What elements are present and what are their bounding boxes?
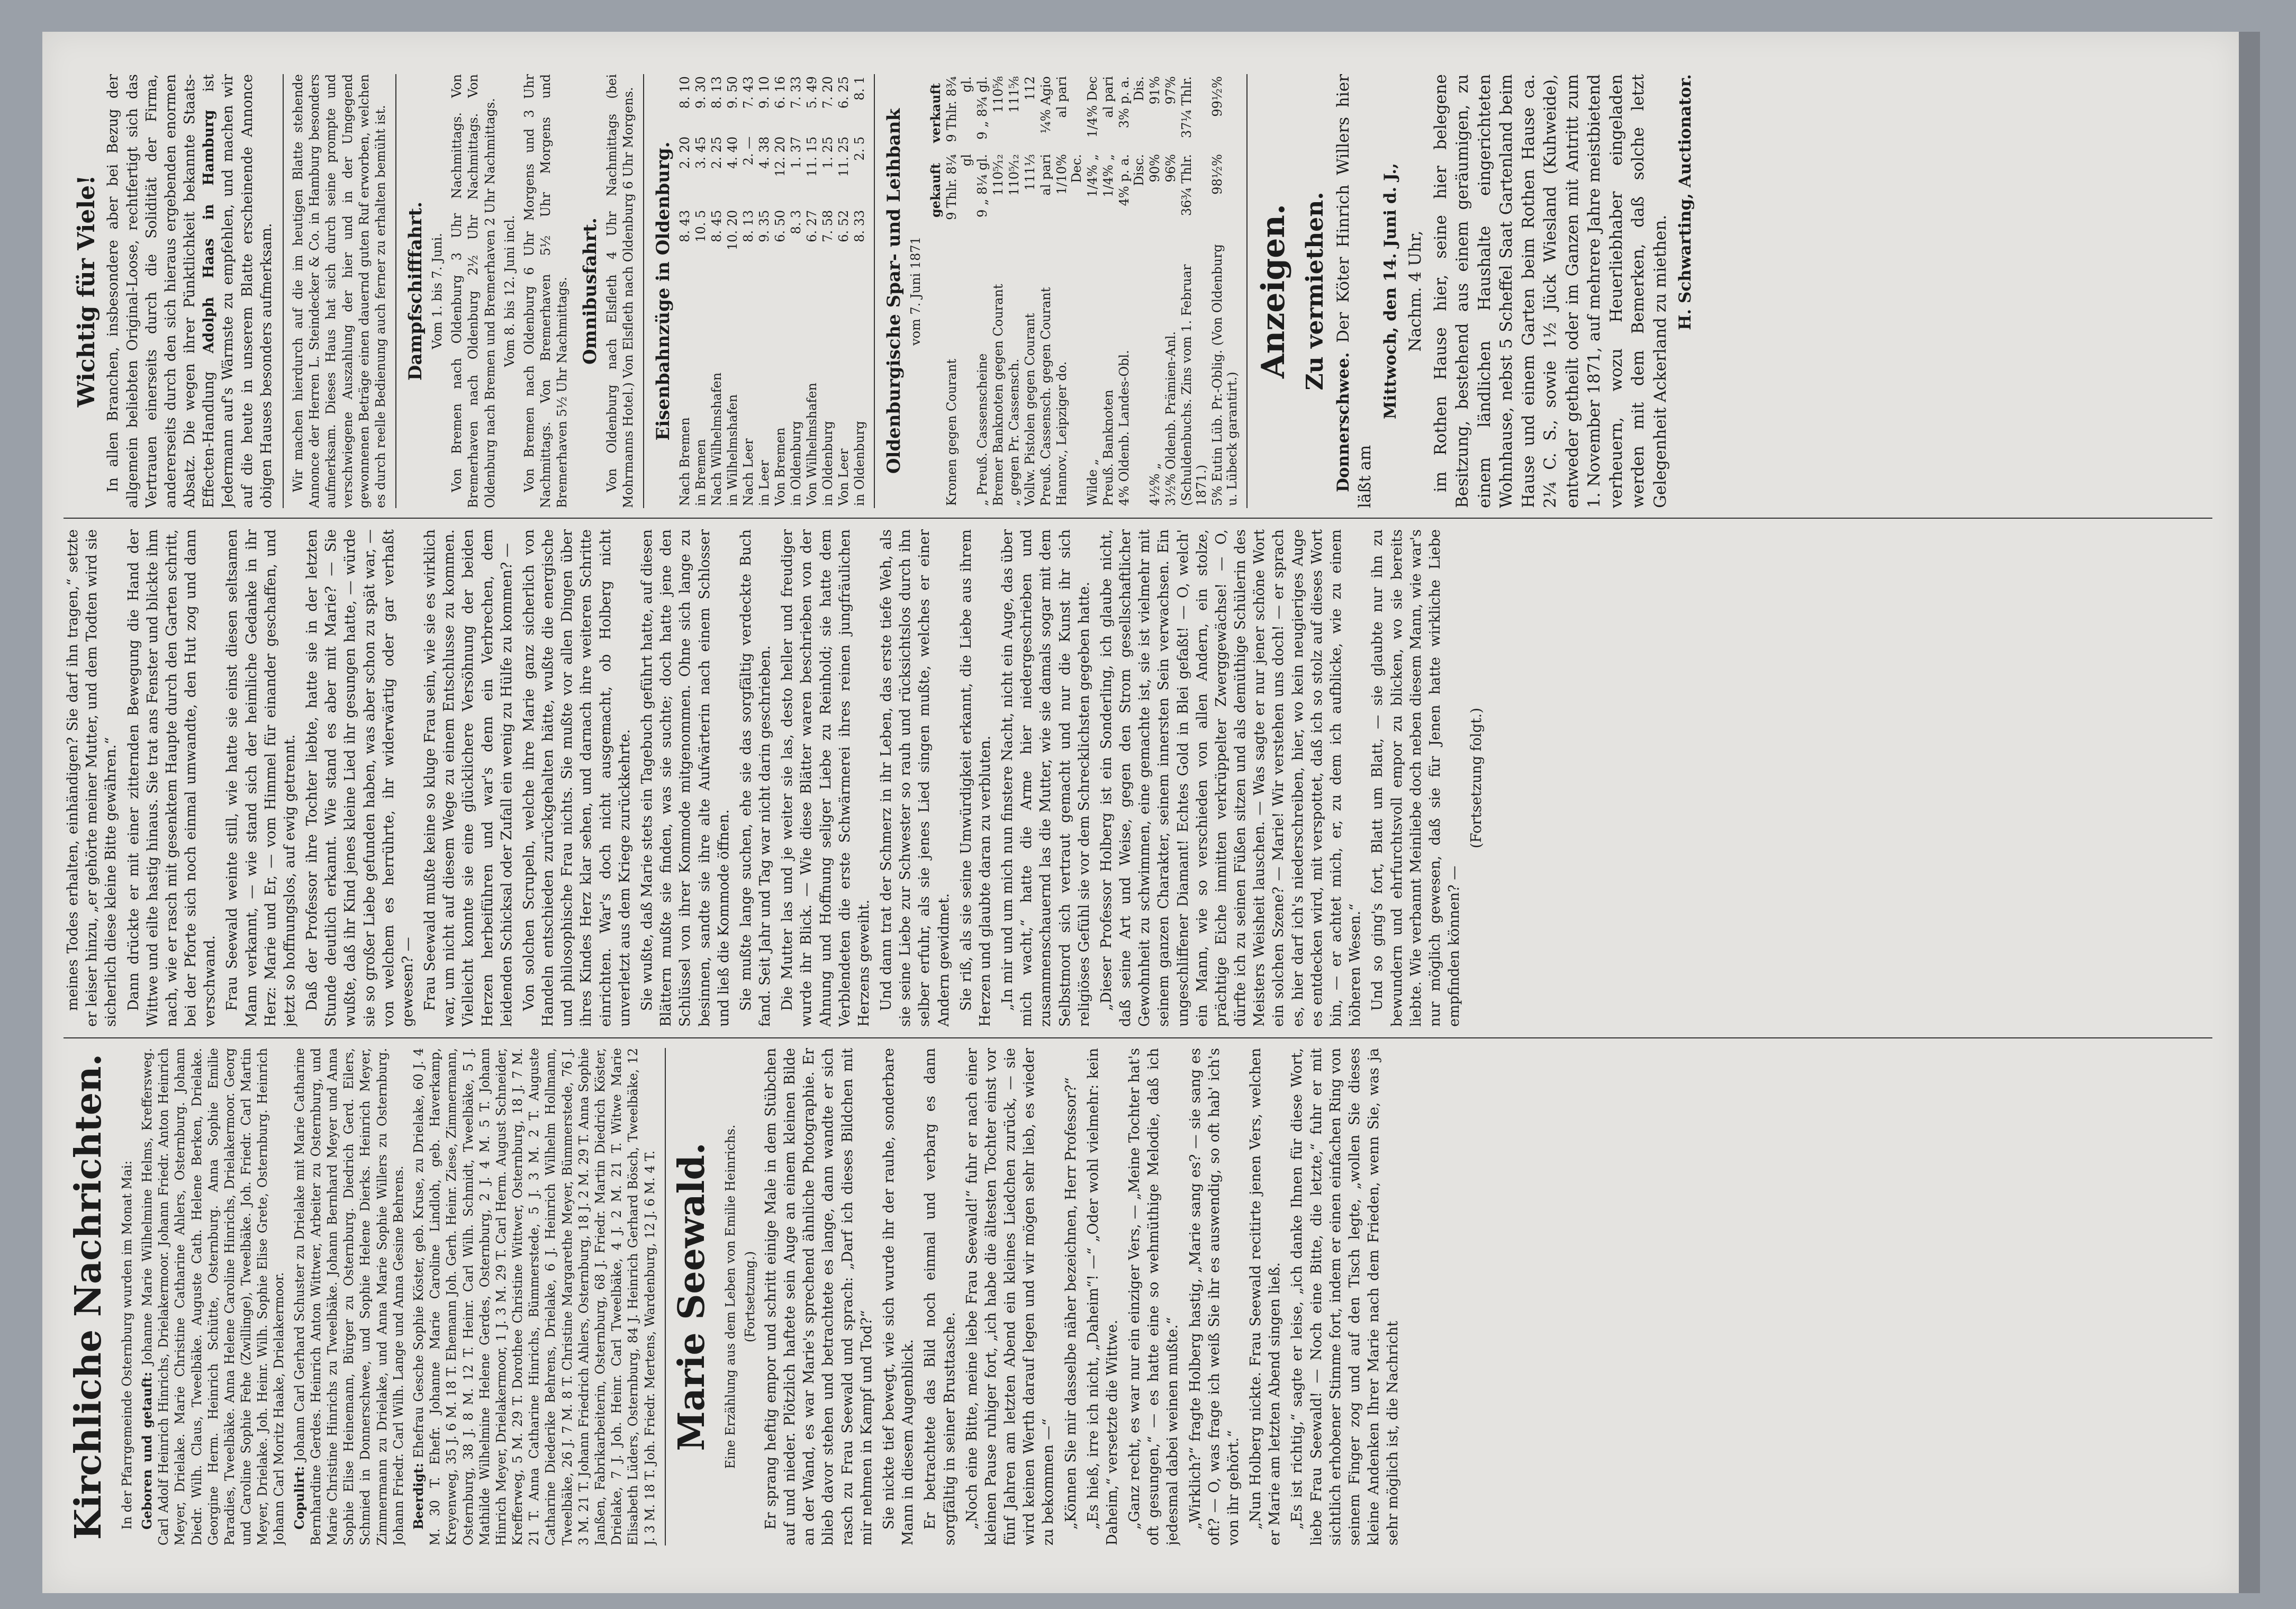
rental-intro bbox=[1333, 74, 1377, 508]
timetable-station: Von Leer bbox=[836, 448, 851, 506]
to-be-continued-note: (Fortsetzung folgt.) bbox=[1468, 708, 1485, 848]
rates-row bbox=[1038, 74, 1054, 508]
section-divider bbox=[643, 74, 644, 508]
timetable-time: 12. 20 bbox=[772, 136, 788, 177]
rates-item: „ Preuß. Cassenscheine bbox=[975, 353, 990, 506]
rates-item: Preuß. Banknoten bbox=[1101, 390, 1116, 506]
rates-column-header: verkauft bbox=[928, 83, 944, 143]
rates-item: Preuß. Cassensch. gegen Courant bbox=[1038, 287, 1054, 506]
timetable-row bbox=[693, 74, 709, 508]
marriages-text: Johann Carl Gerhard Schuster zu Drielake mit Marie Catharine Bernhardine Gerdes. Heinrich Anton Wittwer, Arbeiter zu Osternburg, und Marie Christine Hinrichs zu Tweelbäke. Johann Bernhard Meyer und Anna Sophie Elise Heinemann, Bürger zu Osternburg. Diedrich Gerd. Eilers, Schmied in Donnerschwee, und Sophie Helene Dierks. Heinrich Meyer, Zimmermann zu Drielake, und Anna Marie Sophie Willers zu Osternburg. Johann Friedr. Carl Wilh. Lange und Anna Gesine Behrens. bbox=[292, 1048, 406, 1545]
section-divider bbox=[874, 74, 875, 508]
burials-heading: Beerdigt: bbox=[410, 1462, 426, 1530]
rates-row bbox=[1116, 74, 1147, 508]
rates-item: Bremer Banknoten gegen Courant bbox=[991, 284, 1006, 506]
timetable-row bbox=[740, 74, 756, 508]
rates-column-header: gekauft bbox=[928, 162, 944, 218]
timetable-row bbox=[852, 74, 867, 508]
rates-value: 9 Thlr. 8¾ gl. bbox=[944, 76, 974, 142]
timetable-time: 1. 37 bbox=[788, 136, 803, 169]
serial-title: Marie Seewald. bbox=[670, 1142, 713, 1451]
serial-paragraph: „Es ist richtig,“ sagte er leise, „ich danke Ihnen für diese Wort, liebe Frau Seewald! — Noch eine Bitte, die letzte,“ fuhr er mit sichtlich erhobener Stimme fort, indem er einen einfachen Ring von seinem Finger zog und auf den Tisch legte, „wollen Sie dieses kleine Andenken Ihrer Marie nach dem Frieden, wenn Sie, was ja sehr möglich ist, die Nachricht bbox=[1289, 1048, 1402, 1545]
rental-intro-text: Der Köter Hinrich Willers hier läßt am bbox=[1333, 74, 1375, 508]
serial-paragraph: „In mir und um mich nun finstere Nacht, nicht ein Auge, das über mich wacht,“ hatte die Arme hier niedergeschrieben und zusammenschauernd las die Mutter, wie sie damals sogar mit dem Selbstmord sich vertraut gemacht und nur die Kunst ihr sich religiöses Gefühl sie vor dem Schrecklichsten gegeben hatte. bbox=[999, 529, 1092, 1027]
timetable-time: 8. 13 bbox=[740, 210, 756, 242]
timetable-time: 2. 20 bbox=[677, 136, 692, 169]
timetable-station: Nach Bremen bbox=[677, 417, 692, 506]
serial-paragraph: Sie nickte tief bewegt, wie sich wurde ihr der rauhe, sonderbare Mann in diesem Augenblick. bbox=[881, 1048, 917, 1545]
rates-row bbox=[1163, 74, 1179, 508]
rates-item: 4% Oldenb. Landes-Obl. bbox=[1117, 350, 1132, 506]
timetable-row bbox=[788, 74, 804, 508]
ad-firm-name: Adolph Haas in Hamburg bbox=[201, 110, 218, 354]
steamship-schedule: Von Bremen nach Oldenburg 6 Uhr Morgens und 3 Uhr Nachmittags. Von Bremerhaven 5½ Uhr Morgens und Bremerhaven 5½ Uhr Nachmittags. bbox=[522, 74, 570, 508]
births-heading: Geboren und getauft: bbox=[139, 1371, 155, 1530]
serial-paragraph: „Dieser Professor Holberg ist ein Sonderling, ich glaube nicht, daß seine Art und Weise, gegen den Strom gesellschaftlicher Gewohnheit zu schwimmen, eine gemachte ist, sie ist vielmehr mit seinem ganzen Charakter, seinem innersten Sein verwachsen. Ein ungeschliffener Diamant! Echtes Gold in Blei gefaßt! — O, welch' ein Mann, wie so verschieden von allen Andern, ein stolze, prächtige Eiche inmitten verkrüppelter Zwerggewächse! — O, dürfte ich zu seinen Füßen sitzen und als demüthige Schülerin des Meisters Weisheit lauschen. — Was sagte er nur jener schöne Wort ein solchen Szene? — Marie! Wir verstehen uns doch! — er sprach es, hier darf ich's niederschreiben, hier, wo kein neugieriges Auge es entdecken wird, mit verspottet, daß ich so stolz auf dieses Wort bin, — er achtet mich, er, zu dem ich aufblicke, wie zu einem höheren Wesen.“ bbox=[1098, 529, 1364, 1027]
serial-paragraph: „Noch eine Bitte, meine liebe Frau Seewald!“ fuhr er nach einer kleinen Pause ruhiger fort, „ich habe die ältesten Tochter einst vor fünf Jahren am letzten Abend ein kleines Liedchen zurück, — sie wird keinen Werth darauf legen und wir mögen sehr lieb, es wieder zu bekommen —“ bbox=[963, 1048, 1057, 1545]
rates-value: 1/4% Dec bbox=[1085, 76, 1100, 138]
timetable-time: 9. 35 bbox=[756, 210, 772, 242]
bank-date: vom 7. Juni 1871 bbox=[908, 237, 923, 346]
timetable-station: in Leer bbox=[756, 460, 772, 506]
rates-row bbox=[1147, 74, 1163, 508]
serial-paragraph: „Wirklich?“ fragte Holberg hastig, „Marie sang es? — sie sang es oft? — O, was frage ich weiß Sie ihr es auswendig, so oft hab' ich's von ihr gehört.“ bbox=[1187, 1048, 1242, 1545]
timetable-time: 2. — bbox=[740, 136, 756, 166]
timetable-time: 4. 40 bbox=[725, 136, 740, 169]
timetable-time: 10. 20 bbox=[725, 210, 740, 251]
serial-subtitle: Eine Erzählung aus dem Leben von Emilie Heinrichs. bbox=[722, 1124, 738, 1469]
timetable-time: 6. 16 bbox=[772, 76, 788, 109]
timetable-time: 8. 1 bbox=[852, 76, 867, 101]
section-divider bbox=[283, 74, 284, 508]
rates-value: 111⅝ bbox=[1007, 76, 1022, 113]
timetable-row bbox=[709, 74, 725, 508]
rates-value: 4% p. a. Disc. bbox=[1117, 154, 1147, 206]
serial-paragraph: „Können Sie mir dasselbe näher bezeichnen, Herr Professor?“ bbox=[1062, 1077, 1079, 1530]
steamship-period: Vom 8. bis 12. Juni incl. bbox=[502, 215, 517, 367]
rental-advertisement bbox=[1303, 74, 1697, 508]
serial-paragraph: Er betrachtete das Bild noch einmal und verbarg es dann sorgfältig in seiner Brusttasche. bbox=[922, 1048, 958, 1545]
column-rule bbox=[64, 518, 2212, 519]
railway-timetable bbox=[677, 74, 867, 508]
serial-paragraph: „Ganz recht, es war nur ein einziger Vers, — „Meine Tochter hat's oft gesungen,“ — es hatte eine so wehmüthige Melodie, daß ich jedesmal dabei weinen mußte.“ bbox=[1126, 1048, 1181, 1545]
rates-column-header bbox=[927, 229, 944, 508]
rates-value: 90% bbox=[1147, 154, 1163, 183]
ad-text bbox=[104, 74, 276, 508]
timetable-time: 7. 58 bbox=[820, 210, 835, 242]
rates-row bbox=[1209, 74, 1240, 508]
rates-item: 5% Eutin Lüb. Pr.-Oblig. (Von Oldenburg u. Lübeck garantirt.) bbox=[1210, 244, 1240, 506]
column-church-news bbox=[64, 1048, 2212, 1545]
rates-item: 3½% Oldenb. Prämien-Anl. bbox=[1163, 331, 1179, 506]
rates-value: 111⅓ bbox=[1023, 154, 1038, 191]
rates-item: Vollw. Pistolen gegen Courant bbox=[1023, 313, 1038, 506]
rates-value: 110⁵⁄₁₂ bbox=[1007, 154, 1022, 196]
rates-value: 1/4% „ bbox=[1101, 154, 1116, 197]
rates-item: Wilde „ bbox=[1085, 458, 1100, 506]
rates-value: 9 Thlr. 8¼ gl bbox=[944, 154, 974, 220]
births-text: Johanne Marie Wilhelmine Helms, Kreffersweg. Carl Adolf Heinrich Hinrichs, Drielakermoor. Johann Friedr. Anton Heinrich Meyer, Drielake. Marie Christine Catharine Ahlers, Osternburg. Johann Diedr. Wilh. Claus, Tweelbäke. Auguste Cath. Helene Berken, Drielake. Georgine Herm. Heinrich Schütte, Osternburg. Anna Sophie Emilie Paradies, Tweelbäke. Anna Helene Caroline Hinrichs, Drielakermoor. Georg und Caroline Sophie Fehe (Zwillinge), Tweelbäke. Joh. Friedr. Carl Martin Meyer, Drielake. Joh. Heinr. Wilh. Sophie Elise Grete, Osternburg. Heinrich Johann Carl Moritz Haake, Drielakermoor. bbox=[139, 1048, 287, 1545]
rates-value: 9 „ 8¼ gl. bbox=[975, 154, 990, 218]
serial-paragraph: meines Todes erhalten, einhändigen? Sie darf ihn tragen,“ setzte er leiser hinzu, „er gehörte meiner Mutter, und dem Todten wird sie sicherlich diese kleine Bitte gewähren.“ bbox=[65, 529, 120, 1027]
rates-value: 96% bbox=[1163, 154, 1179, 183]
timetable-station: Von Bremen bbox=[772, 427, 788, 506]
omnibus-title: Omnibusfahrt. bbox=[579, 218, 601, 365]
rates-row bbox=[990, 74, 1006, 508]
ad-text-part: In allen Branchen, insbesondere aber bei Bezug der allgemein beliebten Original-Loose, rechtfertigt sich das Vertrauen einerseits durch die Solidität der Firma, andererseits durch den sich hieraus ergebenden enormen Absatz. Die wegen ihrer Pünktlichkeit bekannte Staats-Effecten-Handlung bbox=[105, 74, 218, 508]
serial-paragraph: Dann drückte er mit einer zitternden Bewegung die Hand der Wittwe und eilte hastig hinaus. Sie trat ans Fenster und blickte ihm nach, wie er rasch mit gesenktem Haupte durch den Garten schritt, bei der Pforte sich noch einmal umwandte, den Hut zog und dann verschwand. bbox=[125, 529, 219, 1027]
timetable-station: in Bremen bbox=[693, 439, 708, 506]
serial-continuation-note: (Fortsetzung.) bbox=[742, 1251, 757, 1343]
rates-value: 3% p. a. Dis. bbox=[1117, 76, 1147, 129]
timetable-time: 9. 50 bbox=[725, 76, 740, 109]
rates-row bbox=[944, 74, 974, 508]
timetable-time: 7. 33 bbox=[788, 76, 803, 109]
rates-value: 99½% bbox=[1210, 76, 1225, 117]
timetable-time: 8. 10 bbox=[677, 76, 692, 109]
church-news-intro: In der Pfarrgemeinde Osternburg wurden im Monat Mai: bbox=[119, 1160, 134, 1530]
advertisements-title: Anzeigen. bbox=[1255, 204, 1292, 378]
burials-text: Ehefrau Gesche Sophie Köster, geb. Kruse, zu Drielake, 60 J. 4 M. 30 T. Ehefr. Johanne Marie Caroline Lindloh, geb. Haverkamp, Kreyenweg, 35 J. 6 M. 18 T. Ehemann Joh. Gerh. Heinr. Ziese, Zimmermann, Osternburg, 38 J. 8 M. 12 T. Heinr. Carl Wilh. Schmidt, Tweelbäke, 5 J. Mathilde Wilhelmine Helene Gerdes, Osternburg, 2 J. 4 M. 5 T. Johann Hinrich Meyer, Drielakermoor, 1 J. 3 M. 29 T. Carl Herm. August Schneider, Krefferweg, 5 M. 29 T. Dorothee Christine Wittwer, Osternburg, 18 J. 7 M. 21 T. Anna Catharine Hinrichs, Bümmerstede, 5 J. 3 M. 2 T. Auguste Catharine Diederike Behrens, Drielake, 6 J. Heinrich Wilhelm Hollmann, Tweelbäke, 26 J. 7 M. 8 T. Christine Margarethe Meyer, Bümmerstede, 76 J. 3 M. 21 T. Johann Friedrich Ahlers, Osternburg, 18 J. 2 M. 29 T. Anna Sophie Janßen, Fabrikarbeiterin, Osternburg, 68 J. Friedr. Martin Diedrich Köster, Drielake, 7 J. Joh. Heinr. Carl Tweelbäke, 4 J. 2 M. 21 T. Witwe Marie Elisabeth Lüders, Osternburg, 84 J. Heinrich Gerhard Bösch, Tweelbäke, 12 J. 3 M. 18 T. Joh. Friedr. Mertens, Wardenburg, 12 J. 6 M. 4 T. bbox=[411, 1048, 657, 1545]
rates-value: 1/4% „ bbox=[1085, 154, 1100, 197]
section-divider bbox=[1246, 74, 1248, 508]
timetable-time: 7. 20 bbox=[820, 76, 835, 109]
serial-paragraph: Sie mußte lange suchen, ehe sie das sorgfältig verdeckte Buch fand. Seit Jahr und Tag war nicht darin geschrieben. bbox=[737, 529, 774, 1027]
serial-paragraph: „Es hieß, irre ich nicht, „Daheim“! —“ „Oder wohl vielmehr: kein Daheim,“ versetzte die Wittwe. bbox=[1084, 1048, 1120, 1545]
timetable-station: in Wilhelmshafen bbox=[725, 394, 740, 506]
timetable-row bbox=[804, 74, 820, 508]
rates-item: (Schuldenbuchs. Zins vom 1. Februar 1871.) bbox=[1179, 264, 1209, 506]
timetable-station: Nach Wilhelmshafen bbox=[709, 372, 724, 506]
timetable-station: Nach Leer bbox=[740, 438, 756, 506]
rates-row bbox=[1022, 74, 1038, 508]
auctioneer-signature: H. Schwarting, Auctionator. bbox=[1676, 74, 1695, 330]
rates-value: 112 bbox=[1023, 76, 1038, 101]
column-serial-continued bbox=[64, 529, 2212, 1027]
serial-paragraph: Er sprang heftig empor und schritt einige Male in dem Stübchen auf und nieder. Plötzlich haftete sein Auge an einem kleinen Bilde an der Wand, es war Marie's sprechend ähnliche Photographie. Er blieb davor stehen und betrachtete es lange, dann wandte er sich rasch zu Frau Seewald und sprach: „Darf ich dieses Bildchen mit mir nehmen in Kampf und Tod?“ bbox=[762, 1048, 875, 1545]
exchange-rates-table bbox=[927, 74, 1240, 508]
timetable-time: 11. 15 bbox=[804, 136, 819, 177]
column-rule bbox=[64, 1037, 2212, 1038]
rates-row bbox=[1084, 74, 1100, 508]
timetable-time: 11. 25 bbox=[836, 136, 851, 177]
timetable-time: 2. 5 bbox=[852, 136, 867, 161]
rates-value: 97% bbox=[1163, 76, 1179, 105]
timetable-row bbox=[772, 74, 788, 508]
lottery-notice: Wir machen hierdurch auf die im heutigen Blatte stehende Annonce der Herren L. Steindecker & Co. in Hamburg besonders aufmerksam. Dieses Haus hat sich durch seine prompte und verschwiegene Auszahlung der hier und in der Umgegend gewonnenen Beträge einen dauernd guten Ruf erworben, welchen es durch reelle Bedienung auch ferner zu erhalten bemüht ist. bbox=[290, 74, 388, 508]
timetable-time: 9. 30 bbox=[693, 76, 708, 109]
rates-value: 98½% bbox=[1210, 154, 1225, 195]
column-notices bbox=[64, 74, 2212, 508]
rates-item: Kronen gegen Courant bbox=[944, 359, 960, 506]
church-news-title: Kirchliche Nachrichten. bbox=[67, 1053, 110, 1540]
timetable-time: 6. 25 bbox=[836, 76, 851, 109]
rates-value: ¼% Agio bbox=[1038, 76, 1054, 134]
timetable-time: 8. 45 bbox=[709, 210, 724, 242]
rates-item: „ gegen Pr. Cassensch. bbox=[1007, 358, 1022, 506]
rates-row bbox=[974, 74, 990, 508]
rates-value: al pari bbox=[1101, 76, 1116, 118]
rental-description: im Rothen Hause hier, seine hier belegene Besitzung, bestehend aus einem geräumigen, zu einem ländlichen Haushalte eingerichteten Wohnhause, nebst 5 Scheffel Saat Gartenland beim Hause und einem Garten beim Rothen Hause ca. 2¼ C. S., sowie 1½ Jück Wiesland (Kuhweide), entweder getheilt oder im Ganzen mit Antritt zum 1. November 1871, auf mehrere Jahre meistbietend verheuern, wozu Heuerliebhaber eingeladen werden mit dem Bemerken, daß solche letzt Gelegenheit Ackerland zu miethen. bbox=[1431, 74, 1670, 508]
timetable-time: 6. 50 bbox=[772, 210, 788, 242]
burials-paragraph bbox=[410, 1048, 658, 1545]
serial-paragraph: Daß der Professor ihre Tochter liebte, hatte sie in der letzten Stunde deutlich erkannt. Wie stand es aber mit Marie? — Sie wußte, daß ihr Kind jenes kleine Lied ihr gesungen hatte, — würde sie so großer Liebe gefunden haben, was aber schon zu spät war, — von welchem es herrührte, ihr widerwärtig oder gar verhaßt gewesen? — bbox=[304, 529, 416, 1027]
rates-value: 9 „ 8¾ gl. bbox=[975, 76, 990, 140]
bank-title: Oldenburgische Spar- und Leihbank bbox=[883, 108, 905, 474]
steamship-title: Dampfschifffahrt. bbox=[405, 201, 427, 381]
ad-text-part: ist Jedermann auf's Wärmste zu empfehlen, und machen wir auf die heute in unserem Blatte erscheinende Annonce obigen Hauses besonders aufmerksam. bbox=[201, 74, 275, 508]
rates-value: al pari bbox=[1038, 154, 1054, 196]
serial-paragraph: Und dann trat der Schmerz in ihr Leben, das erste tiefe Weh, als sie seine Liebe zur Schwester so rauh und rücksichtslos durch ihn selber erfuhr, als sie jenes Lied singen mußte, welches er einer Andern gewidmet. bbox=[878, 529, 952, 1027]
rates-row bbox=[1179, 74, 1209, 508]
rates-value: 110⁵⁄₁₂ bbox=[991, 154, 1006, 196]
newspaper-page bbox=[42, 32, 2260, 1593]
timetable-row bbox=[836, 74, 852, 508]
steamship-period: Vom 1. bis 7. Juni. bbox=[430, 233, 445, 349]
timetable-time: 8. 33 bbox=[852, 210, 867, 242]
ad-title: Wichtig für Viele! bbox=[73, 175, 100, 408]
serial-paragraph: Frau Seewald weinte still, wie hatte sie einst diesen seltsamen Mann verkannt, — wie stand sich der heimliche Gedanke in ihr Herz: Marie und Er, — vom Himmel für einander geschaffen, und jetzt so hoffnungslos, auf ewig getrennt. bbox=[224, 529, 298, 1027]
rates-item: 4½% „ bbox=[1147, 463, 1163, 506]
timetable-time: 4. 38 bbox=[756, 136, 772, 169]
rates-value: 110⅝ bbox=[991, 76, 1006, 113]
marriages-heading: Copulirt: bbox=[291, 1466, 307, 1530]
serial-paragraph: Frau Seewald mußte keine so kluge Frau sein, wie sie es wirklich war, um nicht auf diesem Wege zu einem Entschlusse zu kommen. Vielleicht konnte sie eine glücklichere Versöhnung der beiden Herzen herbeiführen und war's denn ein Verbrechen, dem leidenden Schicksal oder Zufall ein wenig zu Hülfe zu kommen? — bbox=[422, 529, 515, 1027]
rates-value: 1/10% Dec. bbox=[1054, 154, 1084, 195]
timetable-time: 8. 3 bbox=[788, 210, 803, 234]
serial-paragraph: Von solchen Scrupeln, welche ihre Marie ganz sicherlich von Handeln entschieden zurückgehalten hätte, wußte die energische und philosophische Frau nichts. Sie mußte vor allen Dingen über ihres Kindes Herz klar sehen, und darnach ihre weiteren Schritte einrichten. War's doch nicht ausgemacht, ob Holberg nicht unverletzt aus dem Kriege zurückkehrte. bbox=[520, 529, 633, 1027]
rates-value: 37¼ Thlr. bbox=[1179, 76, 1195, 139]
section-divider bbox=[395, 74, 396, 508]
rental-time: Nachm. 4 Uhr, bbox=[1406, 230, 1425, 352]
timetable-time: 2. 25 bbox=[709, 136, 724, 169]
timetable-row bbox=[677, 74, 693, 508]
timetable-time: 1. 25 bbox=[820, 136, 835, 169]
serial-paragraph: „Nun Holberg nickte. Frau Seewald recitirte jenen Vers, welchen er Marie am letzten Abend singen ließ. bbox=[1248, 1048, 1283, 1545]
rates-row bbox=[1006, 74, 1022, 508]
timetable-time: 9. 10 bbox=[756, 76, 772, 109]
rates-value: al pari bbox=[1054, 76, 1070, 118]
rental-date: Mittwoch, den 14. Juni d. J., bbox=[1380, 163, 1400, 419]
timetable-row bbox=[725, 74, 740, 508]
timetable-time: 3. 45 bbox=[693, 136, 708, 169]
timetable-time: 10. 5 bbox=[693, 210, 708, 242]
rates-value: 36¾ Thlr. bbox=[1179, 154, 1195, 216]
rental-place: Donnerschwee. bbox=[1333, 352, 1353, 492]
steamship-schedule: Von Bremen nach Oldenburg 3 Uhr Nachmittags. Von Bremerhaven nach Oldenburg 2½ Uhr Nachmittags. Von Oldenburg nach Bremen und Bremerhaven 2 Uhr Nachmittags. bbox=[449, 74, 498, 508]
rates-row bbox=[1100, 74, 1116, 508]
timetable-station: in Oldenburg bbox=[852, 421, 867, 506]
rates-value: 91% bbox=[1147, 76, 1163, 105]
timetable-row bbox=[820, 74, 836, 508]
marriages-paragraph bbox=[291, 1048, 407, 1545]
timetable-time: 6. 27 bbox=[804, 210, 819, 242]
rotated-content bbox=[42, 32, 2239, 1593]
serial-paragraph: Die Mutter las und je weiter sie las, desto heller und freudiger wurde ihr Blick. — Wie diese Blätter waren beschrieben von der Ahnung und Hoffnung seliger Liebe zu Reinhold; sie hatte dem Verblendeten die erste Schwärmerei ihres reinen jungfräulichen Herzens geweiht. bbox=[779, 529, 872, 1027]
serial-paragraph: Sie wußte, daß Marie stets ein Tagebuch geführt hatte, auf diesen Blättern mußte sie finden, was sie suchte; doch hatte jene den Schlüssel von ihrer Kommode mitgenommen. Ohne sich lange zu besinnen, sandte sie ihre alte Aufwärterin nach einem Schlosser und ließ die Kommode öffnen. bbox=[638, 529, 732, 1027]
omnibus-schedule: Von Oldenburg nach Elsfleth 4 Uhr Nachmittags (bei Mohrmanns Hotel.) Von Elsfleth nach Oldenburg 6 Uhr Morgens. bbox=[604, 74, 636, 508]
timetable-row bbox=[756, 74, 772, 508]
timetable-time: 6. 52 bbox=[836, 210, 851, 242]
rates-item: Hannov., Leipziger do. bbox=[1054, 361, 1070, 506]
serial-paragraph: Und so ging's fort, Blatt um Blatt, — sie glaubte nur ihn zu bewundern und ehrfurchtsvoll empor zu blicken, wo sie bereits liebte. Wie verbannt Meinliebe doch neben diesem Mann, wie war's nur möglich gewesen, daß sie für Jenen hatte wirkliche Liebe empfinden können? — bbox=[1369, 529, 1463, 1027]
timetable-station: in Oldenburg bbox=[820, 421, 835, 506]
timetable-time: 8. 13 bbox=[709, 76, 724, 109]
timetable-station: in Oldenburg bbox=[788, 421, 803, 506]
timetable-time: 8. 43 bbox=[677, 210, 692, 242]
timetable-time: 7. 43 bbox=[740, 76, 756, 109]
births-paragraph bbox=[139, 1048, 288, 1545]
railway-title: Eisenbahnzüge in Oldenburg. bbox=[652, 141, 674, 441]
rental-title: Zu vermiethen. bbox=[1301, 192, 1329, 391]
serial-paragraph: Sie riß, als sie seine Umwürdigkeit erkannt, die Liebe aus ihrem Herzen und glaubte daran zu verbluten. bbox=[957, 529, 993, 1027]
rates-row bbox=[1054, 74, 1084, 508]
section-divider bbox=[665, 1048, 666, 1545]
timetable-station: Von Wilhelmshafen bbox=[804, 383, 819, 506]
timetable-time: 5. 49 bbox=[804, 76, 819, 109]
